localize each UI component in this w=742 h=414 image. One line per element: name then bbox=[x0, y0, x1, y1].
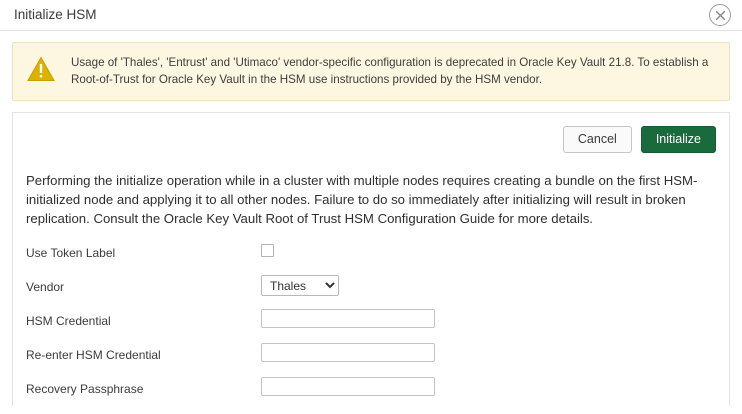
cancel-button[interactable]: Cancel bbox=[563, 126, 632, 153]
dialog-action-buttons bbox=[563, 126, 716, 153]
close-icon[interactable] bbox=[709, 4, 731, 26]
initialize-button[interactable]: Initialize bbox=[641, 126, 716, 153]
field-reenter-hsm-credential bbox=[13, 341, 729, 371]
banner-message: Usage of 'Thales', 'Entrust' and 'Utimaco' vendor-specific configuration is deprecated in Oracle Key Vault 21.8. To establish a Root-of-Trust for Oracle Key Vault in the HSM use instructions provided by the HSM vendor. bbox=[71, 56, 709, 86]
dialog-titlebar bbox=[0, 0, 742, 31]
vendor-select[interactable] bbox=[261, 275, 339, 296]
recovery-passphrase-control bbox=[261, 377, 435, 396]
vendor-control bbox=[261, 275, 339, 296]
instructions-text: Performing the initialize operation while in a cluster with multiple nodes requires creating a bundle on the first HSM-initialized node and applying it to all other nodes. Failure to do so immediately after initializing will result in broken replication. Consult the Oracle Key Vault Root of Trust HSM Configuration Guide for more details. bbox=[26, 173, 698, 226]
dialog-title: Initialize HSM bbox=[14, 7, 97, 22]
initialize-form-panel bbox=[12, 112, 730, 406]
reenter-hsm-credential-input[interactable] bbox=[261, 343, 435, 362]
reenter-hsm-credential-control bbox=[261, 343, 435, 362]
deprecation-warning-banner bbox=[12, 42, 730, 101]
recovery-passphrase-input[interactable] bbox=[261, 377, 435, 396]
hsm-credential-label: HSM Credential bbox=[26, 314, 111, 328]
field-hsm-credential bbox=[13, 307, 729, 337]
vendor-label: Vendor bbox=[26, 280, 65, 294]
recovery-passphrase-label: Recovery Passphrase bbox=[26, 382, 144, 396]
field-use-token-label bbox=[13, 239, 729, 269]
warning-triangle-icon bbox=[27, 56, 55, 82]
use-token-label-label: Use Token Label bbox=[26, 246, 116, 260]
reenter-hsm-credential-label: Re-enter HSM Credential bbox=[26, 348, 161, 362]
use-token-label-checkbox[interactable] bbox=[261, 244, 274, 257]
hsm-credential-input[interactable] bbox=[261, 309, 435, 328]
hsm-settings-form bbox=[13, 239, 729, 406]
field-vendor bbox=[13, 273, 729, 303]
hsm-credential-control bbox=[261, 309, 435, 328]
use-token-label-control bbox=[261, 241, 274, 257]
field-recovery-passphrase bbox=[13, 375, 729, 405]
